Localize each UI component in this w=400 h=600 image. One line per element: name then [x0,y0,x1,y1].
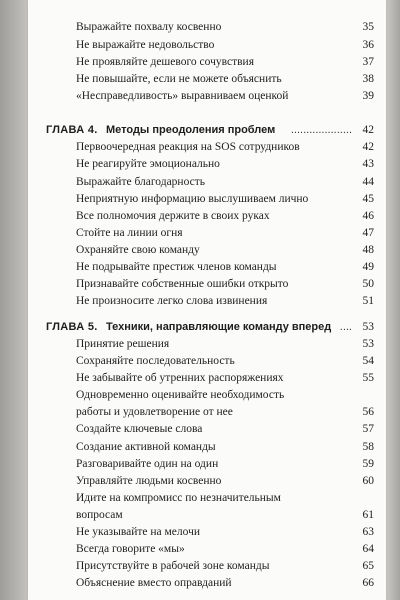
page-number: 45 [362,193,374,205]
toc-entry [28,38,386,52]
page-number: 37 [362,56,374,68]
page-number: 43 [362,158,374,170]
toc-entry [28,226,386,240]
entry-title: Охраняйте свою команду [76,244,200,256]
toc-entry [28,20,386,34]
entry-title: Признавайте собственные ошибки открыто [76,278,289,290]
facing-page-edge-right [384,0,400,600]
entry-title: Объяснение вместо оправданий [76,577,232,589]
page-number: 54 [362,355,374,367]
entry-title: Первоочередная реакция на SOS сотрудников [76,141,300,153]
toc-entry [28,525,386,539]
toc-entry [28,440,386,454]
entry-title: Управляйте людьми косвенно [76,475,222,487]
page-number: 44 [362,176,374,188]
dot-leader: .... [339,321,352,333]
entry-title: Не выражайте недовольство [76,39,215,51]
page-number: 60 [362,475,374,487]
page-number: 63 [362,526,374,538]
page-number: 53 [362,338,374,350]
toc-entry [28,559,386,573]
page-number: 61 [362,509,374,521]
entry-title: Принятие решения [76,338,170,350]
toc-entry [28,457,386,471]
page-number: 56 [362,406,374,418]
entry-title: Идите на компромисс по незначительным [76,492,281,504]
chapter-title: Техники, направляющие команду вперед [106,321,332,333]
table-of-contents-page [28,0,386,600]
entry-title: Не подрывайте престиж членов команды [76,261,277,273]
toc-entry [28,474,386,488]
toc-entry [28,89,386,103]
chapter-label: ГЛАВА 4. [46,124,98,136]
page-number: 39 [362,90,374,102]
toc-entry [28,72,386,86]
toc-entry [28,55,386,69]
toc-entry [28,388,386,402]
entry-title: «Несправедливость» выравниваем оценкой [76,90,289,102]
toc-entry [28,192,386,206]
entry-title: Все полномочия держите в своих руках [76,210,270,222]
page-number: 55 [362,372,374,384]
page-number: 47 [362,227,374,239]
toc-entry [28,209,386,223]
page-number: 53 [362,321,374,333]
page-number: 38 [362,73,374,85]
toc-entry [28,405,386,419]
page-number: 50 [362,278,374,290]
chapter-label: ГЛАВА 5. [46,321,98,333]
entry-title: вопросам [76,509,123,521]
page-number: 35 [362,21,374,33]
entry-title: Создание активной команды [76,441,216,453]
toc-entry [28,175,386,189]
toc-entry [28,508,386,522]
page-number: 59 [362,458,374,470]
page-number: 48 [362,244,374,256]
toc-chapter-heading [28,123,386,137]
page-number: 66 [362,577,374,589]
toc-entry [28,491,386,505]
entry-title: Выражайте благодарность [76,176,205,188]
page-number: 36 [362,39,374,51]
toc-entry [28,542,386,556]
toc-entry [28,422,386,436]
toc-entry [28,277,386,291]
toc-entry [28,140,386,154]
dot-leader: .................... [290,124,352,136]
entry-title: Не повышайте, если не можете объяснить [76,73,282,85]
entry-title: Не реагируйте эмоционально [76,158,220,170]
toc-entry [28,294,386,308]
entry-title: Стойте на линии огня [76,227,183,239]
page-number: 46 [362,210,374,222]
page-number: 42 [362,124,374,136]
entry-title: работы и удовлетворение от нее [76,406,233,418]
toc-chapter-heading [28,320,386,334]
entry-title: Присутствуйте в рабочей зоне команды [76,560,270,572]
entry-title: Создайте ключевые слова [76,423,203,435]
page-number: 64 [362,543,374,555]
entry-title: Неприятную информацию выслушиваем лично [76,193,309,205]
entry-title: Разговаривайте один на один [76,458,219,470]
entry-title: Не указывайте на мелочи [76,526,201,538]
page-number: 49 [362,261,374,273]
page-number: 58 [362,441,374,453]
toc-entry [28,576,386,590]
toc-entry [28,337,386,351]
entry-title: Сохраняйте последовательность [76,355,235,367]
entry-title: Выражайте похвалу косвенно [76,21,222,33]
entry-title: Одновременно оценивайте необходимость [76,389,285,401]
entry-title: Не произносите легко слова извинения [76,295,268,307]
page-number: 65 [362,560,374,572]
entry-title: Не проявляйте дешевого сочувствия [76,56,255,68]
toc-entry [28,354,386,368]
toc-entry [28,371,386,385]
entry-title: Всегда говорите «мы» [76,543,185,555]
toc-entry [28,243,386,257]
page-number: 57 [362,423,374,435]
toc-entry [28,157,386,171]
entry-title: Не забывайте об утренних распоряжениях [76,372,284,384]
page-number: 51 [362,295,374,307]
facing-page-edge-left [0,0,30,600]
chapter-title: Методы преодоления проблем [106,124,276,136]
page-number: 42 [362,141,374,153]
toc-entry [28,260,386,274]
